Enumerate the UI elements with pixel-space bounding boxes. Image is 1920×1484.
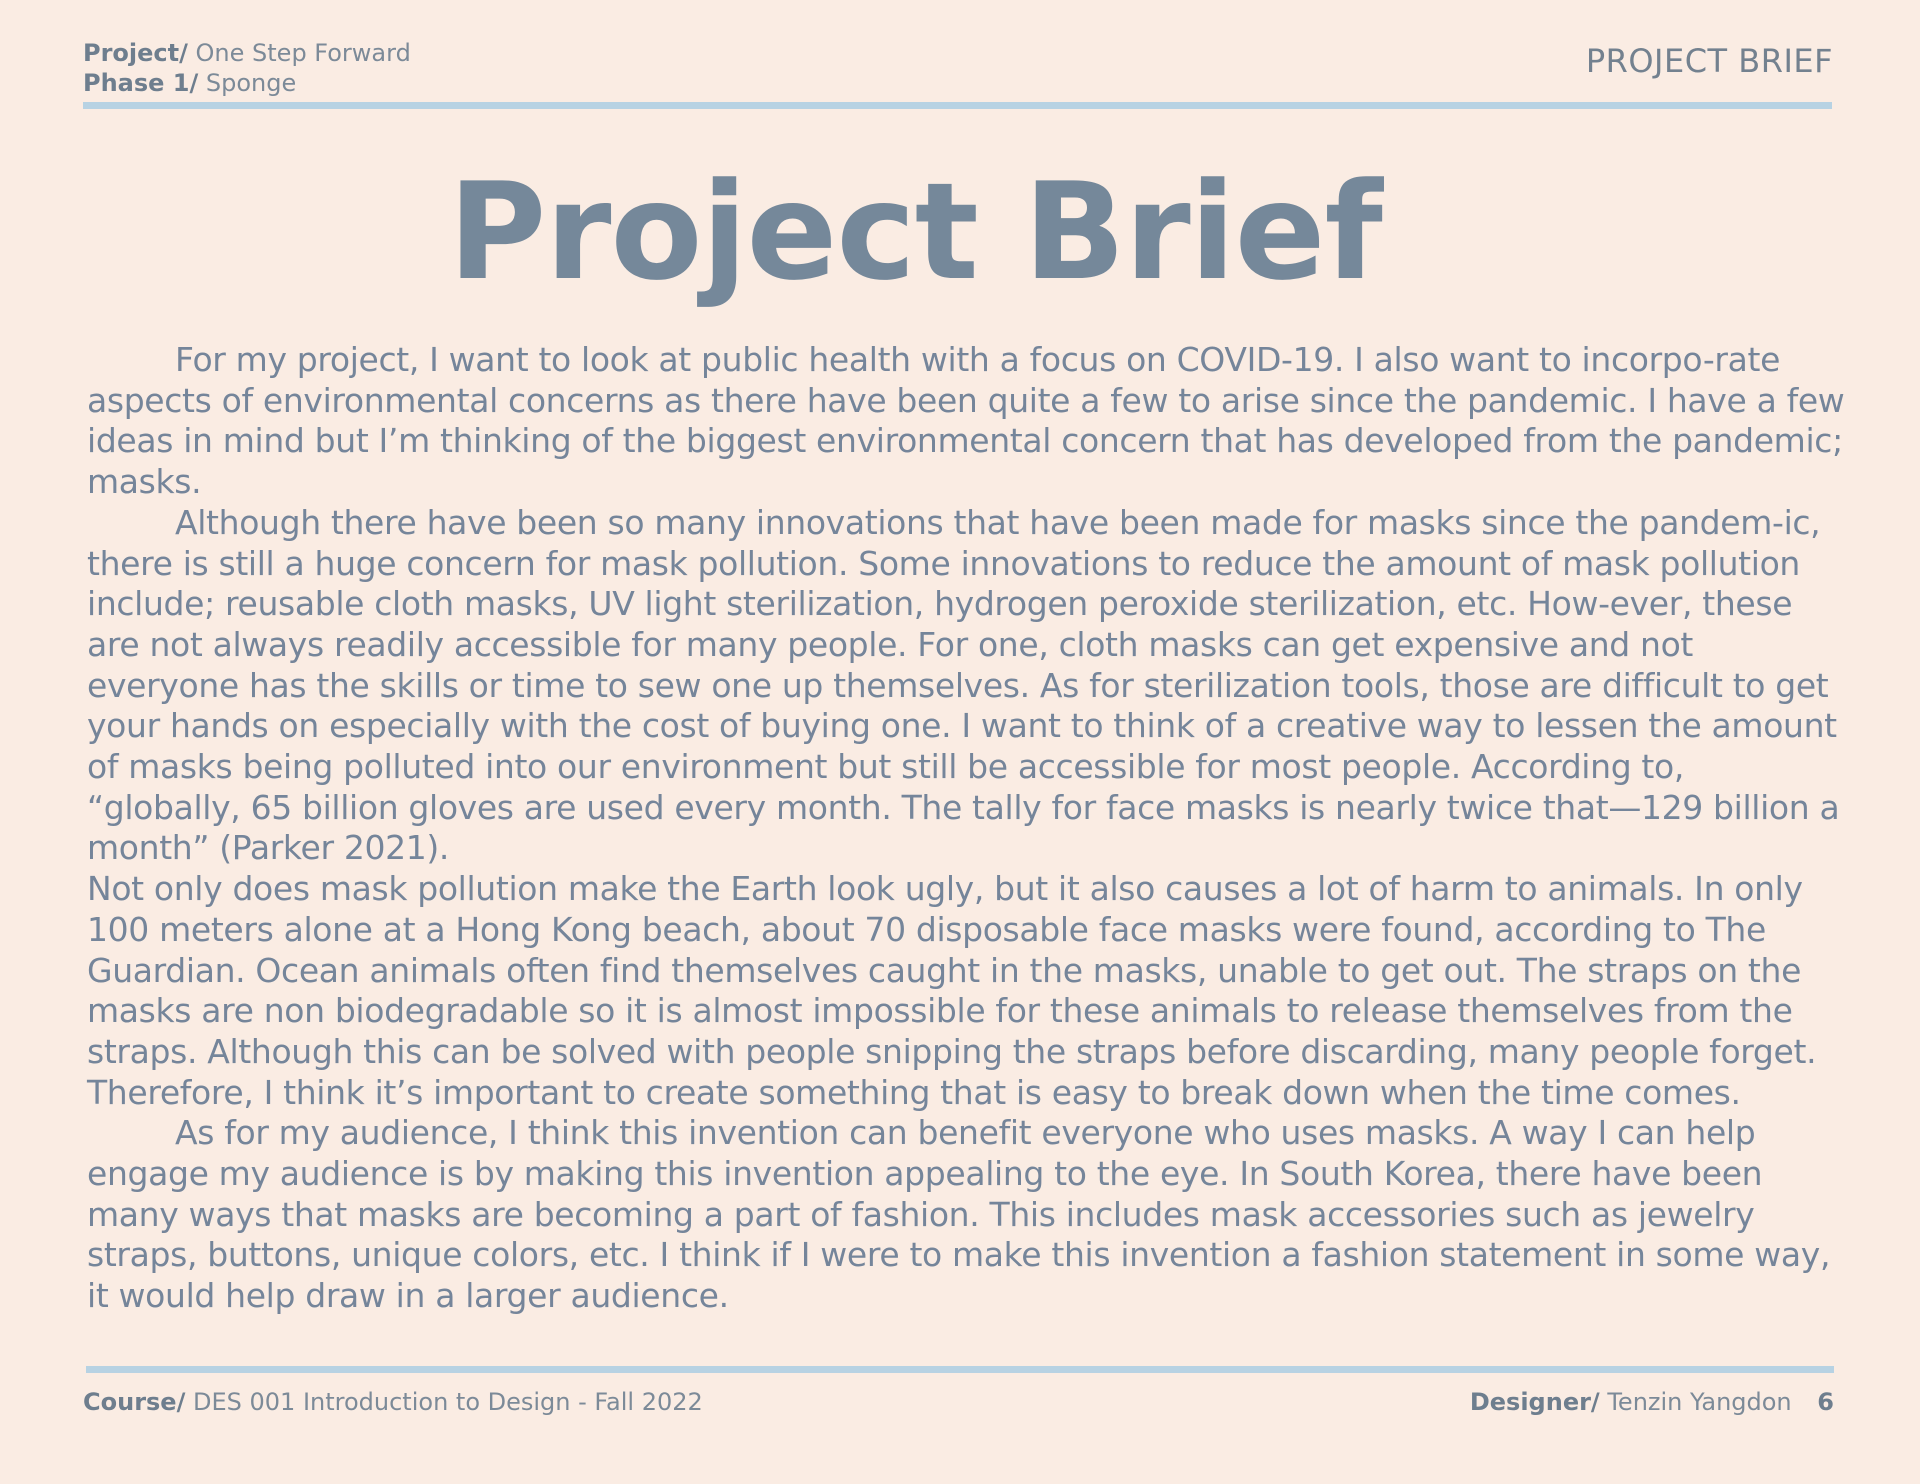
designer-value: Tenzin Yangdon bbox=[1607, 1388, 1792, 1416]
body-text bbox=[87, 340, 1847, 1317]
project-label: Project/ bbox=[83, 39, 188, 67]
designer-label: Designer/ bbox=[1469, 1388, 1600, 1416]
course-label: Course/ bbox=[83, 1388, 186, 1416]
phase-label: Phase 1/ bbox=[83, 69, 199, 97]
footer-designer bbox=[1470, 1388, 1834, 1416]
section-label: PROJECT BRIEF bbox=[1585, 42, 1833, 80]
phase-value: Sponge bbox=[205, 69, 297, 97]
header-divider bbox=[83, 102, 1832, 109]
footer-course bbox=[83, 1388, 703, 1416]
paragraph-3: Not only does mask pollution make the Earth look ugly, but it also causes a lot of harm to animals. In only 100 meters alone at a Hong Kong beach, about 70 disposable face masks were found, according to The Guardian. Ocean animals often find themselves caught in the masks, unable to get out. The straps on the masks are non biodegradable so it is almost impossible for these animals to release themselves from the straps. Although this can be solved with people snipping the straps before discarding, many people forget. Therefore, I think it’s important to create something that is easy to break down when the time comes. bbox=[87, 869, 1817, 1112]
header-project-info bbox=[83, 38, 411, 98]
page-title: Project Brief bbox=[448, 154, 1382, 310]
course-value: DES 001 Introduction to Design - Fall 2022 bbox=[193, 1388, 703, 1416]
paragraph-4: As for my audience, I think this invention can benefit everyone who uses masks. A way I can help engage my audience is by making this invention appealing to the eye. In South Korea, there have been many ways that masks are becoming a part of fashion. This includes mask accessories such as jewelry straps, buttons, unique colors, etc. I think if I were to make this invention a fashion statement in some way, it would help draw in a larger audience. bbox=[87, 1113, 1831, 1316]
phase-line bbox=[83, 68, 411, 98]
project-value: One Step Forward bbox=[195, 39, 411, 67]
paragraph-2: Although there have been so many innovations that have been made for masks since the pandem-ic, there is still a huge concern for mask pollution. Some innovations to reduce the amount of mask pollution include; reusable cloth masks, UV light sterilization, hydrogen peroxide sterilization, etc. How-ever, these are not always readily accessible for many people. For one, cloth masks can get expensive and not everyone has the skills or time to sew one up themselves. As for sterilization tools, those are difficult to get your hands on especially with the cost of buying one. I want to think of a creative way to lessen the amount of masks being polluted into our environment but still be accessible for most people. According to, “globally, 65 billion gloves are used every month. The tally for face masks is nearly twice that—129 billion a month” (Parker 2021). bbox=[87, 502, 1840, 868]
footer-divider bbox=[86, 1366, 1834, 1373]
project-line bbox=[83, 38, 411, 68]
paragraph-1: For my project, I want to look at public health with a focus on COVID-19. I also want to incorpo-rate aspects of environmental concerns as there have been quite a few to arise since the pandemic. I have a few ideas in mind but I’m thinking of the biggest environmental concern that has developed from the pandemic; masks. bbox=[87, 340, 1845, 502]
page-number: 6 bbox=[1817, 1388, 1834, 1416]
